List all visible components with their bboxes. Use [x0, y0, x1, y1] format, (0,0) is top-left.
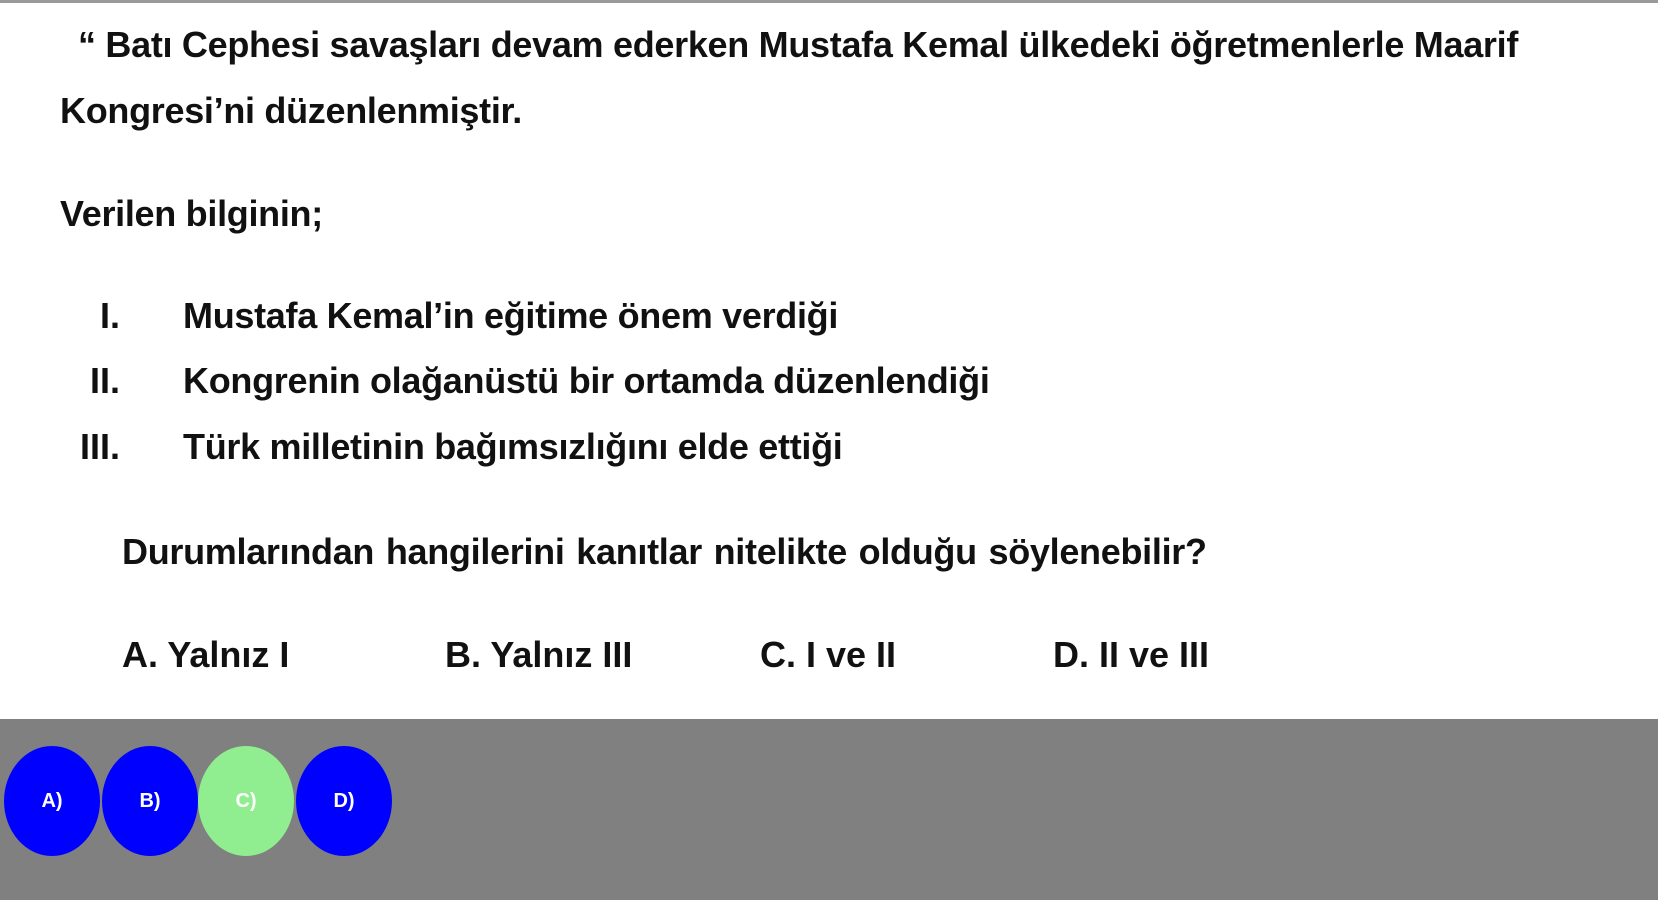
option-a-text: A. Yalnız I: [122, 634, 290, 675]
question-card: [0, 3, 1658, 719]
statement-numeral: II.: [89, 360, 120, 401]
option-b-text: B. Yalnız III: [445, 634, 633, 675]
option-c-text: C. I ve II: [760, 634, 897, 675]
question-line: Durumlarından hangilerini kanıtlar nitelikte olduğu söylenebilir?: [122, 531, 1207, 572]
statement-item: [0, 359, 1200, 409]
statement-numeral: I.: [99, 295, 120, 336]
answer-bar: [0, 719, 1658, 900]
statement-numeral: III.: [79, 426, 120, 467]
statement-item: [0, 425, 1200, 475]
answer-c-button[interactable]: C): [198, 746, 294, 856]
answer-d-button[interactable]: D): [296, 746, 392, 856]
question-stem-line-1: “ Batı Cephesi savaşları devam ederken Mustafa Kemal ülkedeki öğretmenlerle Maarif: [78, 24, 1519, 65]
answer-b-button[interactable]: B): [102, 746, 198, 856]
question-prompt: Verilen bilginin;: [60, 193, 323, 234]
statement-item: [0, 294, 1200, 344]
statement-text: Kongrenin olağanüstü bir ortamda düzenlendiği: [183, 360, 990, 401]
option-d-text: D. II ve III: [1053, 634, 1210, 675]
question-stem-line-2: Kongresi’ni düzenlenmiştir.: [60, 90, 522, 131]
statement-text: Türk milletinin bağımsızlığını elde ettiği: [183, 426, 843, 467]
statement-text: Mustafa Kemal’in eğitime önem verdiği: [183, 295, 839, 336]
answer-a-button[interactable]: A): [4, 746, 100, 856]
